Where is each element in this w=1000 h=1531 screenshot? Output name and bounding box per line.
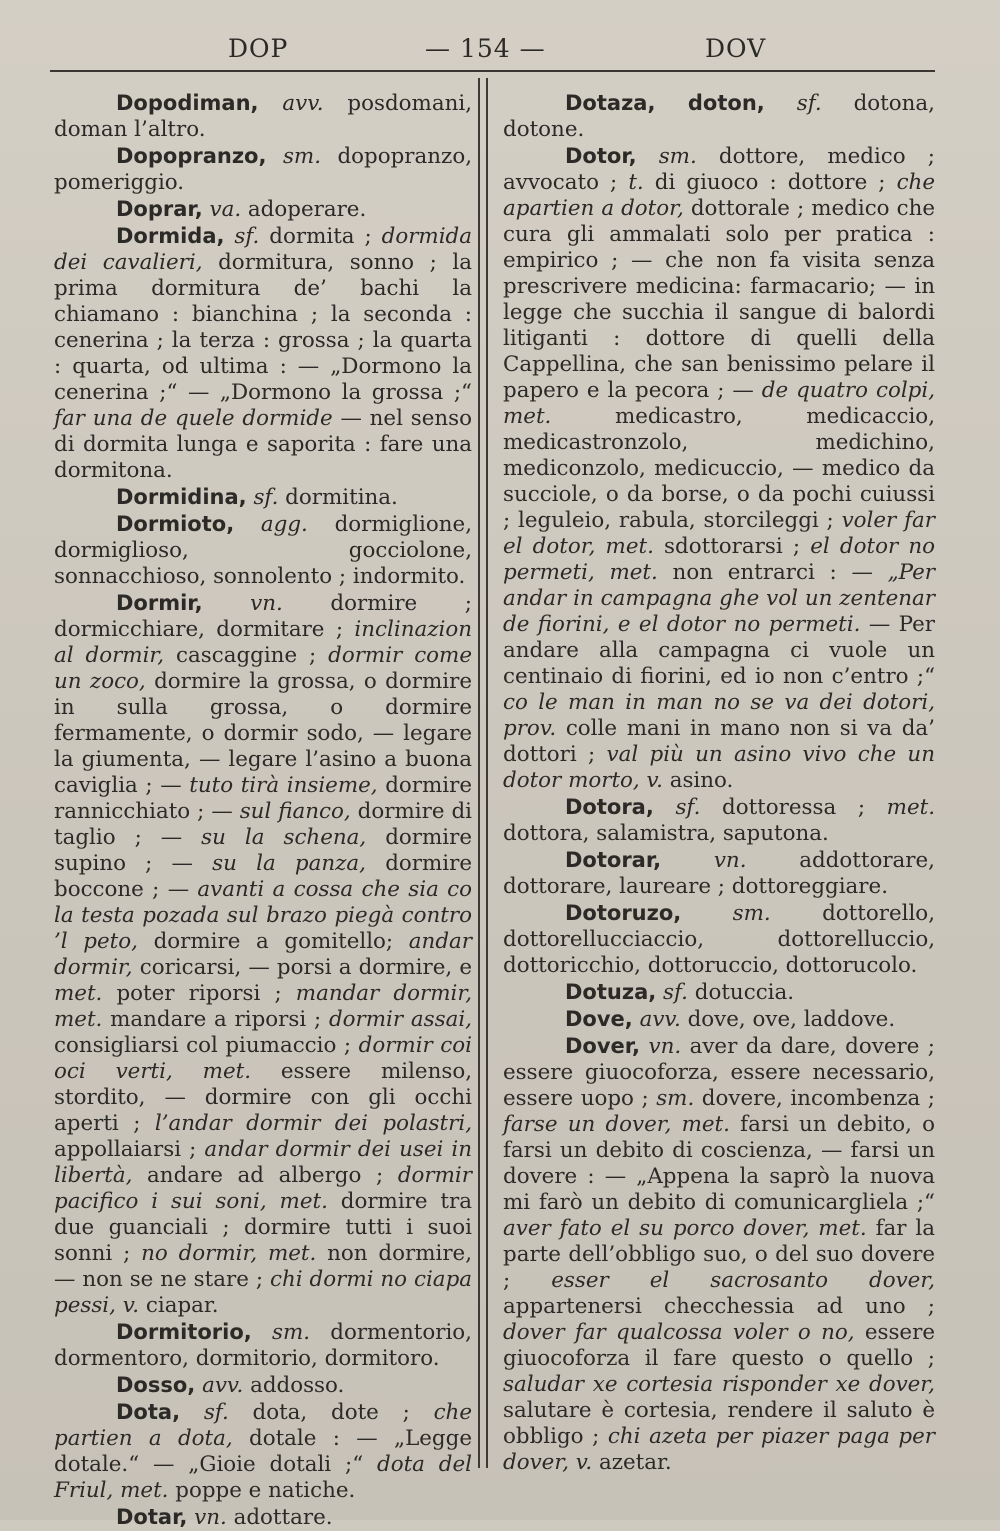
dictionary-entry <box>503 847 935 900</box>
entry-italic-text: mandar dormir, met. <box>54 981 473 1032</box>
entry-italic-text: sm. <box>271 1320 311 1345</box>
entry-text: non dormire, — non se ne stare ; <box>54 1241 472 1292</box>
dictionary-entry <box>503 979 935 1006</box>
entry-text: dottorello, dottorellucciaccio, dottorelluccio, dottoricchio, dottoruccio, dottorucolo. <box>503 901 935 978</box>
dictionary-entry <box>54 511 472 590</box>
entry-text: coricarsi, — porsi a dormire, e <box>132 955 472 980</box>
entry-text: dottoressa ; <box>700 795 887 820</box>
entry-text: dormita ; <box>259 224 382 249</box>
entry-text: essere milenso, stordito, — dormire con gli occhi aperti ; <box>54 1059 472 1136</box>
entry-text: asino. <box>662 768 734 793</box>
entry-italic-text: chi azeta per piazer paga per dover, v. <box>503 1424 935 1475</box>
entry-headword: Dotuza, <box>565 980 657 1004</box>
entry-text: adoperare. <box>241 197 367 222</box>
dictionary-entry <box>54 1319 472 1372</box>
header-rule <box>50 70 935 72</box>
entry-text: — nel senso di dormita lunga e saporita : fare una dormitona. <box>54 406 472 483</box>
entry-italic-text: dormida dei cavalieri, <box>54 224 472 275</box>
entry-italic-text: sf. <box>253 485 279 510</box>
entry-headword: Dover, <box>565 1034 641 1058</box>
entry-text: colle mani in mano non si va da’ dottori ; <box>503 716 935 767</box>
entry-italic-text: avv. <box>282 91 324 116</box>
entry-italic-text: el dotor no permeti, met. <box>503 534 936 585</box>
entry-text <box>252 1320 272 1345</box>
entry-italic-text: dover far qualcossa voler o no, <box>503 1320 855 1345</box>
entry-text: dopopranzo, pomeriggio. <box>54 144 472 195</box>
entry-headword: Dosso, <box>116 1373 196 1397</box>
entry-text: dotuccia. <box>687 980 795 1005</box>
entry-text: addosso. <box>243 1373 345 1398</box>
entry-text: posdomani, doman l’altro. <box>54 91 472 142</box>
entry-headword: Doprar, <box>116 197 203 221</box>
entry-text <box>203 591 251 616</box>
entry-italic-text: dormir coi oci verti, met. <box>54 1033 472 1084</box>
entry-italic-text: vn. <box>250 591 283 616</box>
entry-text: dotona, dotone. <box>503 91 935 142</box>
entry-italic-text: met. <box>886 795 935 820</box>
entry-text: adottare. <box>226 1505 333 1530</box>
entry-text: ciapar. <box>139 1293 219 1318</box>
entry-italic-text: dormir assai, <box>328 1007 472 1032</box>
entry-text: cascaggine ; <box>164 643 329 668</box>
dictionary-entry <box>503 143 935 794</box>
entry-text: dormire la grossa, o dormire in sulla grossa, o dormire fermamente, o dormir sodo, — legare la giumenta, — legare l’asino a buona caviglia ; — <box>54 669 472 798</box>
dictionary-entry <box>503 1006 935 1033</box>
entry-text: dormire di taglio ; — <box>54 799 472 850</box>
entry-italic-text: l’andar dormir dei polastri, <box>154 1111 472 1136</box>
entry-headword: Dormida, <box>116 224 225 248</box>
dictionary-entry <box>503 794 935 847</box>
entry-italic-text: voler far el dotor, met. <box>503 508 936 559</box>
entry-headword: Dormidina, <box>116 485 247 509</box>
entry-text: dormitura, sonno ; la prima dormitura de’ bachi la chiamano : bianchina ; la seconda : cenerina ; la terza : grossa ; la quarta : quarta, od ultima : — „Dormono la cenerina ;“ — „Dormono la grossa ;“ <box>54 250 472 405</box>
dictionary-entry <box>54 90 472 143</box>
entry-text: dormire supino ; — <box>54 825 472 876</box>
entry-italic-text: inclinazion al dormir, <box>54 617 472 668</box>
entry-text: aver da dare, dovere ; essere giuocoforza, essere necessario, essere uopo ; <box>503 1034 935 1111</box>
entry-text <box>180 1400 204 1425</box>
entry-headword: Dota, <box>116 1400 181 1424</box>
entry-text: appollaiarsi ; <box>54 1137 205 1162</box>
dictionary-entry <box>54 1504 472 1531</box>
entry-text <box>234 512 261 537</box>
entry-text: essere giuocoforza il fare questo o quello ; <box>503 1320 935 1371</box>
entry-headword: Dopopranzo, <box>116 144 267 168</box>
entry-headword: Dormitorio, <box>116 1320 252 1344</box>
entry-text: dormitina. <box>278 485 398 510</box>
entry-italic-text: sul fianco, <box>239 799 351 824</box>
entry-italic-text: va. <box>209 197 242 222</box>
entry-text: appartenersi checchessia ad uno ; <box>503 1294 935 1319</box>
entry-italic-text: vn. <box>194 1505 227 1530</box>
entry-italic-text: andar dormir, <box>54 929 472 980</box>
left-column <box>54 90 472 1531</box>
entry-text: dottorale ; medico che cura gli ammalati solo per pratica : empirico ; — che non fa visita senza prescrivere medicina: farmacario; — in legge che succhia il sangue di balordi litiganti : dottore di quelli della Cappellina, che san benissimo pelare il papero e la pecora ; — <box>503 196 935 403</box>
entry-text: dottora, salamistra, saputona. <box>503 821 829 846</box>
entry-text: dormire rannicchiato ; — <box>54 773 472 824</box>
entry-headword: Dotaza, doton, <box>565 91 765 115</box>
entry-text: dormire tra due guanciali ; dormire tutti i suoi sonni ; <box>54 1189 472 1266</box>
entry-text: dove, ove, laddove. <box>680 1007 896 1032</box>
entry-text: medicastro, medicaccio, medicastronzolo, medichino, mediconzolo, medicuccio, — medico da succiole, o da borse, o da pochi cuiussi ; leguleio, rabula, storcileggi ; <box>503 404 935 533</box>
dictionary-entry <box>54 484 472 511</box>
entry-text <box>637 144 659 169</box>
entry-headword: Dotoruzo, <box>565 901 682 925</box>
entry-italic-text: tuto tirà insieme, <box>189 773 378 798</box>
dictionary-entry <box>54 590 472 1319</box>
dictionary-entry <box>54 1399 472 1504</box>
entry-text <box>656 980 663 1005</box>
entry-italic-text: dormir pacifico i sui soni, met. <box>54 1163 472 1214</box>
entry-text <box>681 901 732 926</box>
entry-text <box>633 1007 640 1032</box>
entry-italic-text: sm. <box>656 1086 695 1111</box>
entry-italic-text: farse un dover, met. <box>503 1112 730 1137</box>
entry-italic-text: vn. <box>713 848 747 873</box>
entry-italic-text: chi dormi no ciapa pessi, v. <box>54 1267 473 1318</box>
right-column <box>503 90 935 1476</box>
entry-italic-text: de quatro colpi, met. <box>503 378 935 429</box>
entry-text: dottore, medico ; avvocato ; <box>503 144 935 195</box>
entry-italic-text: val più un asino vivo che un dotor morto, v. <box>503 742 935 793</box>
entry-italic-text: sm. <box>658 144 697 169</box>
header-right-guide-word: DOV <box>705 34 767 63</box>
entry-text <box>765 91 797 116</box>
entry-headword: Dopodiman, <box>116 91 259 115</box>
entry-text: poter riporsi ; <box>102 981 296 1006</box>
entry-italic-text: aver fato el su porco dover, met. <box>503 1216 867 1241</box>
entry-text: dormiglione, dormiglioso, gocciolone, sonnacchioso, sonnolento ; indormito. <box>54 512 472 589</box>
entry-text: far la parte dell’obbligo suo, o del suo dovere ; <box>503 1216 935 1293</box>
entry-italic-text: agg. <box>260 512 308 537</box>
entry-headword: Dotar, <box>116 1505 188 1529</box>
dictionary-entry <box>503 90 935 143</box>
column-divider <box>478 78 488 1468</box>
entry-headword: Dotorar, <box>565 848 662 872</box>
header-left-guide-word: DOP <box>228 34 289 63</box>
entry-headword: Dotor, <box>565 144 637 168</box>
entry-italic-text: „Per andar in campagna ghe vol un zentenar de fiorini, e el dotor no permeti. <box>503 560 935 637</box>
entry-text: dormire boccone ; — <box>54 851 472 902</box>
entry-italic-text: su la panza, <box>212 851 366 876</box>
entry-italic-text: saludar xe cortesia risponder xe dover, <box>503 1372 935 1397</box>
dictionary-entry <box>503 900 935 979</box>
dictionary-entry <box>54 1372 472 1399</box>
entry-text <box>661 848 714 873</box>
entry-italic-text: dormir come un zoco, <box>54 643 472 694</box>
entry-italic-text: avv. <box>202 1373 244 1398</box>
entry-text: dormire ; dormicchiare, dormitare ; <box>54 591 472 642</box>
entry-italic-text: co le man in man no se va dei dotori, prov. <box>503 690 935 741</box>
entry-italic-text: far una de quele dormide <box>54 406 333 431</box>
entry-italic-text: sm. <box>732 901 771 926</box>
entry-text: — Per andare alla campagna ci vuole un centinaio di fiorini, ed io non c’entro ;“ <box>503 612 935 689</box>
entry-italic-text: avanti a cossa che sia co la testa pozada sul brazo piegà contro ’l peto, <box>54 877 473 954</box>
entry-italic-text: sf. <box>234 224 260 249</box>
entry-text: dovere, incombenza ; <box>694 1086 935 1111</box>
entry-italic-text: sm. <box>282 144 321 169</box>
entry-italic-text: che partien a dota, <box>54 1400 472 1451</box>
entry-italic-text: t. <box>628 170 644 195</box>
entry-headword: Dormioto, <box>116 512 235 536</box>
entry-text <box>224 224 234 249</box>
entry-text: dormire a gomitello; <box>137 929 409 954</box>
entry-italic-text: su la schena, <box>201 825 367 850</box>
page-number: — 154 — <box>425 34 546 63</box>
dictionary-entry <box>54 143 472 196</box>
entry-text: mandare a riporsi ; <box>102 1007 329 1032</box>
entry-text: poppe e natiche. <box>168 1478 356 1503</box>
entry-text: di giuoco : dottore ; <box>643 170 897 195</box>
entry-text: consigliarsi col piumaccio ; <box>54 1033 359 1058</box>
entry-italic-text: avv. <box>639 1007 681 1032</box>
entry-italic-text: sf. <box>663 980 688 1005</box>
entry-text <box>266 144 282 169</box>
running-header <box>50 30 930 70</box>
entry-italic-text: andar dormir dei usei in libertà, <box>54 1137 472 1188</box>
entry-text: addottorare, dottorare, laureare ; dottoreggiare. <box>503 848 935 899</box>
entry-italic-text: dota del Friul, met. <box>54 1452 472 1503</box>
entry-text: non entrarci : — <box>657 560 888 585</box>
entry-italic-text: sf. <box>796 91 822 116</box>
dictionary-entry <box>503 1033 935 1476</box>
entry-text: sdottorarsi ; <box>653 534 811 559</box>
entry-text: azetar. <box>592 1450 672 1475</box>
dictionary-entry <box>54 223 472 484</box>
entry-text: farsi un debito, o farsi un debito di coscienza, — farsi un dovere : — „Appena la saprò la nuova mi farò un debito di comunicargliela ;“ <box>503 1112 935 1215</box>
entry-italic-text: sf. <box>203 1400 229 1425</box>
entry-text <box>259 91 283 116</box>
dictionary-entry <box>54 196 472 223</box>
entry-headword: Dormir, <box>116 591 203 615</box>
entry-italic-text: vn. <box>648 1034 682 1059</box>
entry-text: salutare è cortesia, rendere il saluto è obbligo ; <box>503 1398 935 1449</box>
entry-headword: Dove, <box>565 1007 633 1031</box>
entry-italic-text: no dormir, met. <box>141 1241 317 1266</box>
entry-text: dotale : — „Legge dotale.“ — „Gioie dotali ;“ <box>54 1426 472 1477</box>
entry-italic-text: sf. <box>675 795 701 820</box>
entry-text: dota, dote ; <box>228 1400 434 1425</box>
entry-italic-text: che apartien a dotor, <box>503 170 935 221</box>
entry-italic-text: esser el sacrosanto dover, <box>551 1268 935 1293</box>
entry-text: andare ad albergo ; <box>132 1163 398 1188</box>
entry-text: dormentorio, dormentoro, dormitorio, dormitoro. <box>54 1320 472 1371</box>
entry-italic-text: met. <box>54 981 103 1006</box>
entry-headword: Dotora, <box>565 795 654 819</box>
entry-text <box>654 795 676 820</box>
